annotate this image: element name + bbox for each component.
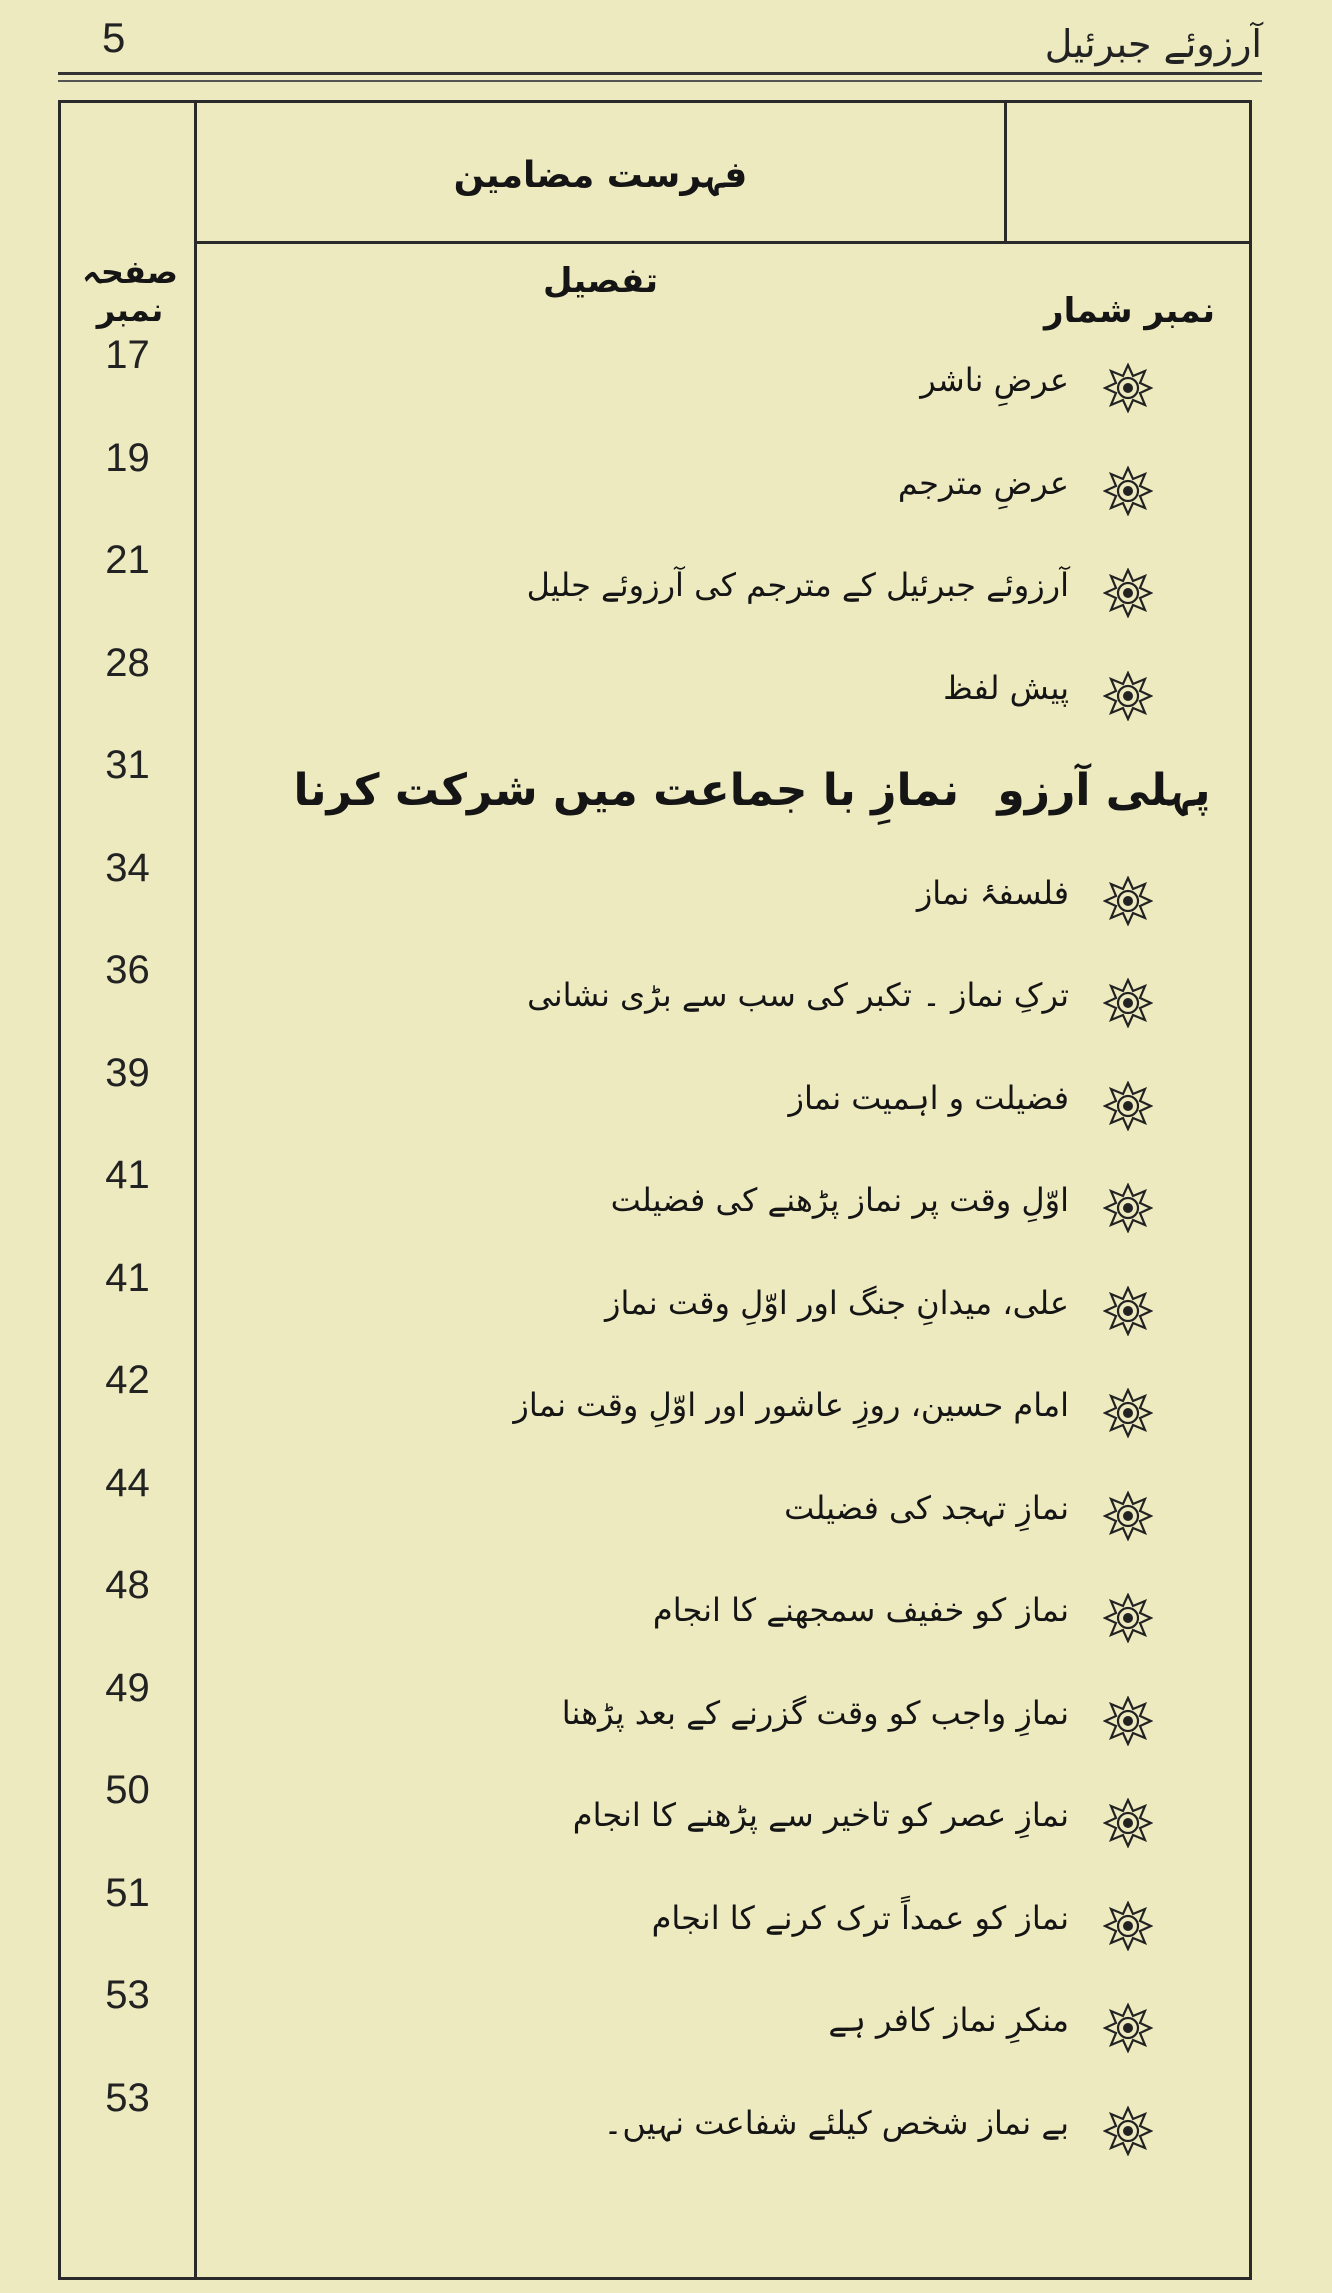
entry-title: بے نماز شخص کیلئے شفاعت نہیں۔	[603, 2103, 1069, 2142]
contents-entry	[61, 1153, 1249, 1253]
entry-page-number: 51	[105, 1870, 150, 1915]
entry-title: پیش لفظ	[943, 668, 1069, 707]
ornamental-star-icon	[1103, 1081, 1153, 1131]
ornamental-star-icon	[1103, 1388, 1153, 1438]
contents-entry	[61, 1256, 1249, 1356]
entry-title: نمازِ تہجد کی فضیلت	[784, 1488, 1069, 1527]
contents-entry	[61, 846, 1249, 946]
contents-entry	[61, 1666, 1249, 1766]
contents-entry	[61, 1051, 1249, 1151]
entry-page-number: 42	[105, 1358, 150, 1402]
ornamental-star-icon	[1103, 1491, 1153, 1541]
contents-entry	[61, 1768, 1249, 1868]
header-rule-double	[58, 80, 1262, 82]
entry-page-number: 41	[105, 1153, 150, 1197]
ornamental-star-icon	[1103, 671, 1153, 721]
entry-page-number: 19	[105, 435, 150, 480]
entry-page-number: 48	[105, 1563, 150, 1607]
entry-title: فضیلت و اہمیت نماز	[788, 1078, 1069, 1117]
ornamental-star-icon	[1103, 1286, 1153, 1336]
running-head: آرزوئے جبرئیل	[1044, 22, 1262, 66]
ornamental-star-icon	[1103, 1901, 1153, 1951]
entry-title: نمازِ عصر کو تاخیر سے پڑھنے کا انجام	[572, 1796, 1069, 1834]
entry-title: اوّلِ وقت پر نماز پڑھنے کی فضیلت	[610, 1181, 1069, 1219]
contents-entry	[61, 1461, 1249, 1561]
entry-page-number: 49	[105, 1665, 150, 1710]
entry-page-number: 21	[105, 538, 150, 582]
entry-page-number: 53	[105, 1973, 150, 2017]
contents-entry	[61, 538, 1249, 638]
entry-title: امام حسین، روزِ عاشور اور اوّلِ وقت نماز	[513, 1386, 1069, 1424]
header-rule	[58, 72, 1262, 75]
entry-page-number: 17	[105, 333, 150, 377]
ornamental-star-icon	[1103, 2003, 1153, 2053]
ornamental-star-icon	[1103, 363, 1153, 413]
page-number: 5	[102, 14, 126, 61]
contents-entry	[61, 1563, 1249, 1663]
contents-entry	[61, 641, 1249, 741]
entry-page-number: 41	[105, 1255, 150, 1300]
entry-title: عرضِ مترجم	[897, 463, 1069, 502]
ornamental-star-icon	[1103, 978, 1153, 1028]
ornamental-star-icon	[1103, 1593, 1153, 1643]
ornamental-star-icon	[1103, 1696, 1153, 1746]
contents-entry	[61, 333, 1249, 433]
ornamental-star-icon	[1103, 876, 1153, 926]
contents-entry	[61, 743, 1249, 843]
contents-entry	[61, 436, 1249, 536]
contents-entry	[61, 1871, 1249, 1971]
entry-serial-label: پہلی آرزو	[997, 765, 1211, 816]
ornamental-star-icon	[1103, 466, 1153, 516]
ornamental-star-icon	[1103, 1183, 1153, 1233]
entry-page-number: 50	[105, 1768, 150, 1812]
entry-title: عرضِ ناشر	[920, 361, 1069, 399]
contents-entry	[61, 948, 1249, 1048]
serial-column-divider	[1004, 103, 1007, 243]
ornamental-star-icon	[1103, 1798, 1153, 1848]
contents-table	[58, 100, 1252, 2280]
entry-title: ترکِ نماز ۔ تکبر کی سب سے بڑی نشانی	[527, 976, 1069, 1014]
entry-title: نمازِ با جماعت میں شرکت کرنا	[293, 765, 959, 816]
entry-title: نمازِ واجب کو وقت گزرنے کے بعد پڑھنا	[561, 1693, 1069, 1732]
entry-page-number: 28	[105, 640, 150, 685]
detail-column-header: تفصیل	[543, 261, 658, 301]
contents-entry	[61, 2076, 1249, 2176]
ornamental-star-icon	[1103, 568, 1153, 618]
ornamental-star-icon	[1103, 2106, 1153, 2156]
entry-page-number: 53	[105, 2075, 150, 2120]
entry-page-number: 34	[105, 845, 150, 890]
serial-column-header: نمبر شمار	[1044, 291, 1215, 331]
contents-entry	[61, 1358, 1249, 1458]
entry-page-number: 44	[105, 1460, 150, 1505]
entry-title: نماز کو خفیف سمجھنے کا انجام	[652, 1591, 1069, 1629]
entry-page-number: 39	[105, 1050, 150, 1095]
page-column-header: صفحہ نمبر	[82, 253, 178, 329]
entry-title: فلسفۂ نماز	[916, 873, 1069, 912]
contents-title: فہرست مضامین	[453, 155, 748, 196]
entry-title: نماز کو عمداً ترک کرنے کا انجام	[651, 1898, 1069, 1937]
contents-entry	[61, 1973, 1249, 2073]
entry-title: منکرِ نماز کافر ہے	[828, 2001, 1069, 2039]
entry-title: علی، میدانِ جنگ اور اوّلِ وقت نماز	[605, 1283, 1069, 1322]
entry-title: آرزوئے جبرئیل کے مترجم کی آرزوئے جلیل	[526, 566, 1069, 604]
entry-page-number: 31	[105, 743, 150, 787]
title-divider	[194, 241, 1249, 244]
entry-page-number: 36	[105, 948, 150, 992]
